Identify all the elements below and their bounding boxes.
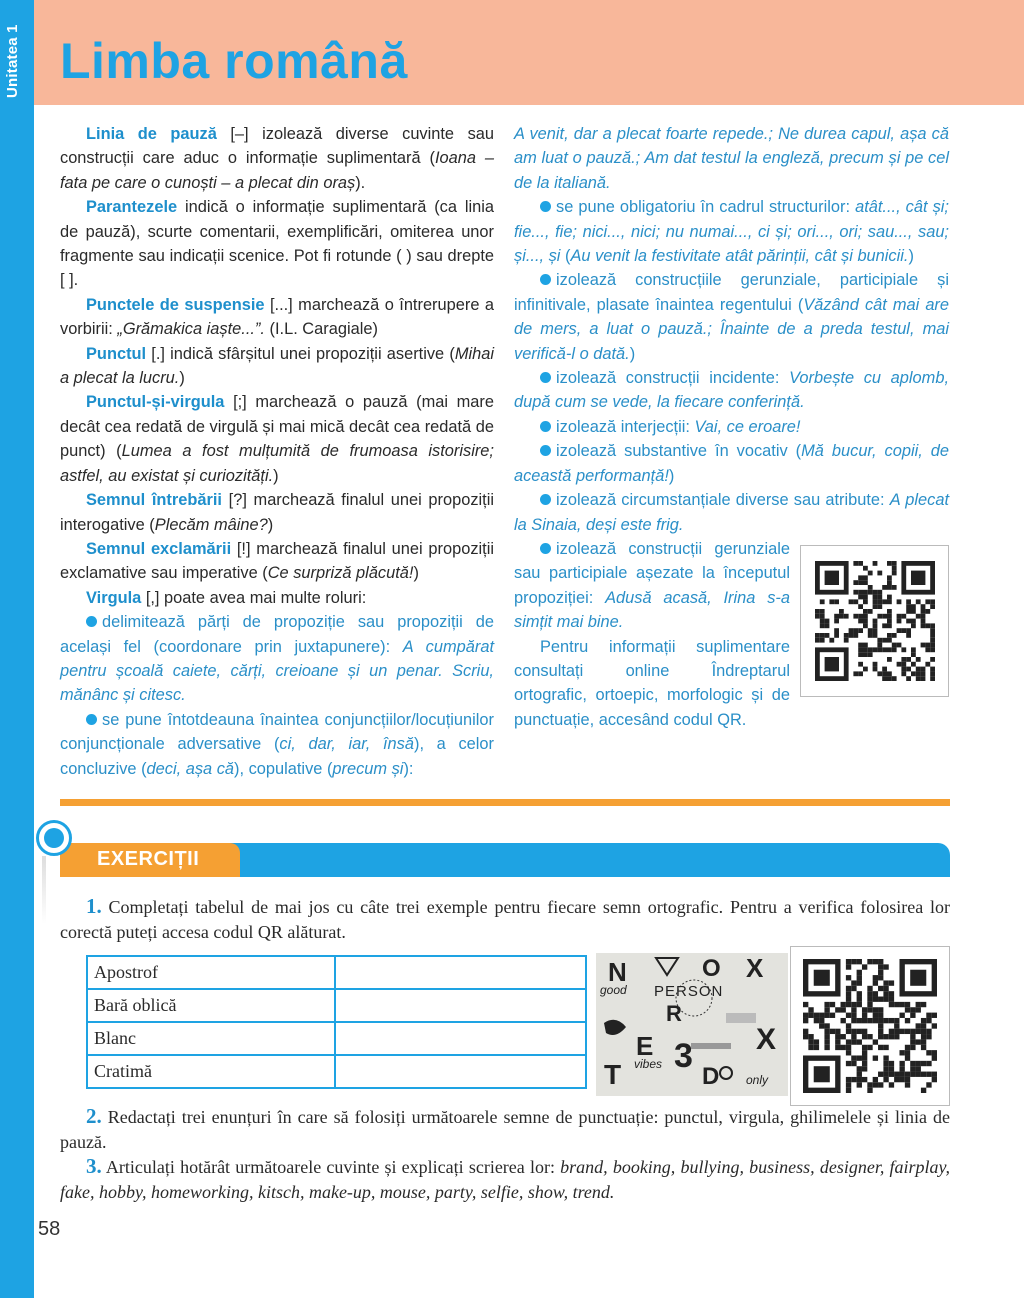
qr-code-icon	[803, 959, 937, 1093]
bullet-vocativ	[514, 439, 949, 488]
qr-code-ortografie[interactable]	[790, 946, 950, 1106]
bullet-adversative	[60, 708, 494, 781]
table-row	[87, 956, 586, 989]
text: [–] izolează diverse cuvinte sau construcții care aduc o informație suplimentară (	[60, 125, 494, 168]
term: Linia de pauză	[86, 125, 217, 143]
term: Punctul	[86, 344, 147, 363]
paragraph-semnul-intrebarii	[60, 488, 494, 537]
example: Vai, ce eroare!	[694, 417, 801, 436]
exercises-badge-dot	[44, 828, 64, 848]
bullet-icon	[540, 372, 551, 383]
collage-letter: D	[702, 1063, 720, 1090]
example: Văzând cât mai are de mers, a luat o pauză.; Înainte de a preda testul, mai verifică-l o dată.	[514, 295, 950, 363]
example: Ioana – fata pe care o cunoști – a plecat din oraș	[60, 149, 494, 192]
collage-letter: good	[600, 983, 627, 997]
example: Plecăm mâine?	[154, 515, 268, 534]
table-cell-answer[interactable]	[335, 1055, 586, 1088]
exercise-text: Redactați trei enunțuri în care să folosiți următoarele semne de punctuație: punctul, virgula, ghilimelele și linia de pauză.	[60, 1107, 950, 1152]
exercises-title: EXERCIȚII	[97, 848, 200, 870]
collage-letter: T	[604, 1059, 622, 1090]
term: Parantezele	[86, 198, 178, 217]
text: [...] marchează o întrerupere a vorbirii:	[60, 295, 494, 339]
term: Semnul exclamării	[86, 539, 232, 558]
text: (	[560, 247, 571, 266]
bullet-icon	[86, 616, 97, 627]
bullet-incidente	[514, 366, 949, 415]
text: [,] poate avea mai multe roluri:	[141, 588, 367, 607]
text: )	[179, 369, 185, 388]
table-cell-answer[interactable]	[335, 989, 586, 1022]
example: Au venit la festivitate atât părinții, cât și bunicii.	[570, 247, 909, 266]
collage-letter: O	[702, 955, 721, 982]
table-cell-answer[interactable]	[335, 1022, 586, 1055]
bullet-icon	[540, 421, 551, 432]
collage-letter: 3	[674, 1037, 693, 1075]
typography-collage-image	[596, 953, 788, 1096]
term: Semnul întrebării	[86, 491, 222, 510]
text: )	[273, 466, 279, 485]
paragraph-punctul-si-virgula	[60, 390, 494, 488]
text: ):	[403, 759, 414, 778]
text: izolează circumstanțiale diverse sau atribute:	[556, 491, 890, 510]
text: ).	[355, 173, 366, 192]
bullet-icon	[540, 201, 551, 212]
right-column	[514, 122, 949, 732]
bullet-delimiteaza	[60, 610, 494, 708]
left-column	[60, 122, 494, 781]
collage-letter: only	[746, 1073, 769, 1087]
table-cell-label: Cratimă	[87, 1055, 335, 1088]
bullet-icon	[540, 445, 551, 456]
text: indică o informație suplimentară (ca linia de pauză), scurte comentarii, exemplificări, omiterea unor fragmente sau indicații scenice. Pot fi rotunde ( ) sau drepte [ ].	[60, 198, 494, 290]
text: izolează construcții gerunziale sau participiale așezate la începutul propoziției:	[514, 539, 790, 607]
example: Ce surpriză plăcută!	[267, 564, 414, 583]
text: )	[413, 564, 419, 583]
example: A plecat la Sinaia, deși este frig.	[514, 491, 949, 534]
table-cell-label: Blanc	[87, 1022, 335, 1055]
exercise-number: 3.	[86, 1154, 102, 1178]
qr-code-icon	[815, 561, 935, 681]
example: precum și	[332, 759, 404, 778]
text: ), copulative (	[234, 759, 333, 778]
text: )	[267, 515, 274, 534]
examples-continued	[514, 122, 949, 195]
example: deci, așa că	[146, 759, 235, 778]
exercise-words: brand, booking, bullying, business, designer, fairplay, fake, hobby, homeworking, kitsch, make-up, mouse, party, selfie, show, trend.	[60, 1157, 951, 1202]
example: Mă bucur, copii, de această performanță!	[514, 442, 950, 485]
bullet-icon	[540, 494, 551, 505]
collage-letter: N	[608, 957, 627, 987]
exercise-number: 1.	[86, 894, 102, 918]
text: [;] marchează o pauză (mai mare decât cea redată de virgulă și mai mică decât cea redată de punct) (	[60, 393, 494, 461]
side-strip	[0, 0, 34, 1298]
page-number: 58	[38, 1218, 61, 1240]
example: „Grămakica iaște...”.	[117, 320, 265, 339]
bullet-icon	[540, 274, 551, 285]
example: Mihai a plecat la lucru.	[60, 344, 494, 388]
bullet-obligatoriu	[514, 195, 949, 268]
bullet-gerunziale	[514, 268, 949, 366]
qr-code-indreptar[interactable]	[800, 545, 949, 697]
text: )	[668, 466, 675, 485]
text: se pune întotdeauna înaintea conjuncțiilor/locuțiunilor conjuncționale adversative (	[60, 710, 494, 754]
table-row	[87, 1055, 586, 1088]
example: Adusă acasă, Irina s-a simțit mai bine.	[514, 588, 790, 632]
text: izolează interjecții:	[556, 417, 695, 436]
side-strip-gap	[34, 105, 56, 1298]
bullet-icon	[86, 714, 97, 725]
table-row	[87, 989, 586, 1022]
collage-letter: X	[756, 1023, 777, 1056]
exercise-text: Completați tabelul de mai jos cu câte trei exemple pentru fiecare semn ortografic. Pentru a verifica folosirea lor corectă puteți accesa codul QR alăturat.	[60, 897, 950, 942]
page-title: Limba română	[60, 33, 408, 89]
term: Punctul-și-virgula	[86, 393, 225, 412]
paragraph-punctele-de-suspensie	[60, 293, 494, 342]
table-row	[87, 1022, 586, 1055]
badge-stem	[42, 856, 46, 924]
ortho-table	[86, 955, 587, 1089]
text: [?] marchează finalul unei propoziții interogative (	[60, 491, 495, 534]
exercise-number: 2.	[86, 1104, 102, 1128]
term: Virgula	[86, 588, 142, 607]
text: izolează construcțiile gerunziale, participiale și infinitivale, plasate înaintea regentului (	[514, 271, 949, 314]
example: A cumpărat pentru școală caiete, cărți, creioane și un penar. Scriu, mănânc și citesc.	[60, 637, 495, 705]
paragraph-punctul	[60, 342, 494, 391]
text: Pentru informații suplimentare consultați online Îndreptarul ortografic, ortoepic, morfologic și de punctuație, accesând codul QR.	[514, 637, 790, 729]
text: )	[908, 247, 914, 266]
bullet-icon	[540, 543, 551, 554]
text: ), a celor concluzive (	[60, 735, 494, 778]
collage-letter: X	[746, 953, 764, 983]
exercise-3	[60, 1154, 950, 1204]
term: Punctele de suspensie	[86, 295, 265, 314]
unit-label: Unitatea 1	[4, 24, 21, 98]
collage-letter: PERSON	[654, 983, 724, 1000]
text: izolează construcții incidente:	[556, 369, 790, 388]
paragraph-parantezele	[60, 195, 494, 293]
bullet-circumstantiale	[514, 488, 949, 537]
example: atât..., cât și; fie..., fie; nici..., nici; nu numai..., ci și; ori..., ori; sau..., sau; și..., și	[514, 198, 949, 266]
collage-letter: R	[666, 1001, 682, 1026]
text: )	[629, 344, 636, 363]
text: [!] marchează finalul unei propoziții exclamative sau imperative (	[60, 539, 494, 583]
example: Lumea a fost mulțumită de frumoasa istorisire; astfel, au existat și curiozități.	[60, 442, 494, 485]
paragraph-linia-de-pauza	[60, 122, 494, 195]
paragraph-virgula	[60, 586, 494, 610]
table-cell-label: Apostrof	[87, 956, 335, 989]
exercise-1	[60, 894, 950, 944]
text: se pune obligatoriu în cadrul structurilor:	[556, 198, 856, 217]
example: ci, dar, iar, însă	[279, 735, 414, 754]
example: Vorbește cu aplomb, după cum se vede, la fiecare conferință.	[514, 369, 949, 412]
text: izolează substantive în vocativ (	[556, 442, 802, 461]
text: delimitează părți de propoziție sau propoziții de același fel (coordonare prin juxtapunere):	[60, 613, 494, 656]
text: (I.L. Caragiale)	[264, 320, 378, 339]
paragraph-semnul-exclamarii	[60, 537, 494, 586]
table-cell-answer[interactable]	[335, 956, 586, 989]
table-cell-label: Bară oblică	[87, 989, 335, 1022]
bullet-interjectii	[514, 415, 949, 439]
section-divider	[60, 799, 950, 806]
exercise-2	[60, 1104, 950, 1154]
collage-letter: E	[636, 1031, 654, 1061]
text: [.] indică sfârșitul unei propoziții asertive (	[146, 344, 455, 363]
exercise-text: Articulați hotărât următoarele cuvinte și explicați scrierea lor:	[101, 1157, 561, 1177]
collage-letter: vibes	[634, 1057, 663, 1071]
example: A venit, dar a plecat foarte repede.; Ne durea capul, așa că am luat o pauză.; Am dat testul la engleză, precum și pe cel de la italiană.	[514, 125, 949, 192]
